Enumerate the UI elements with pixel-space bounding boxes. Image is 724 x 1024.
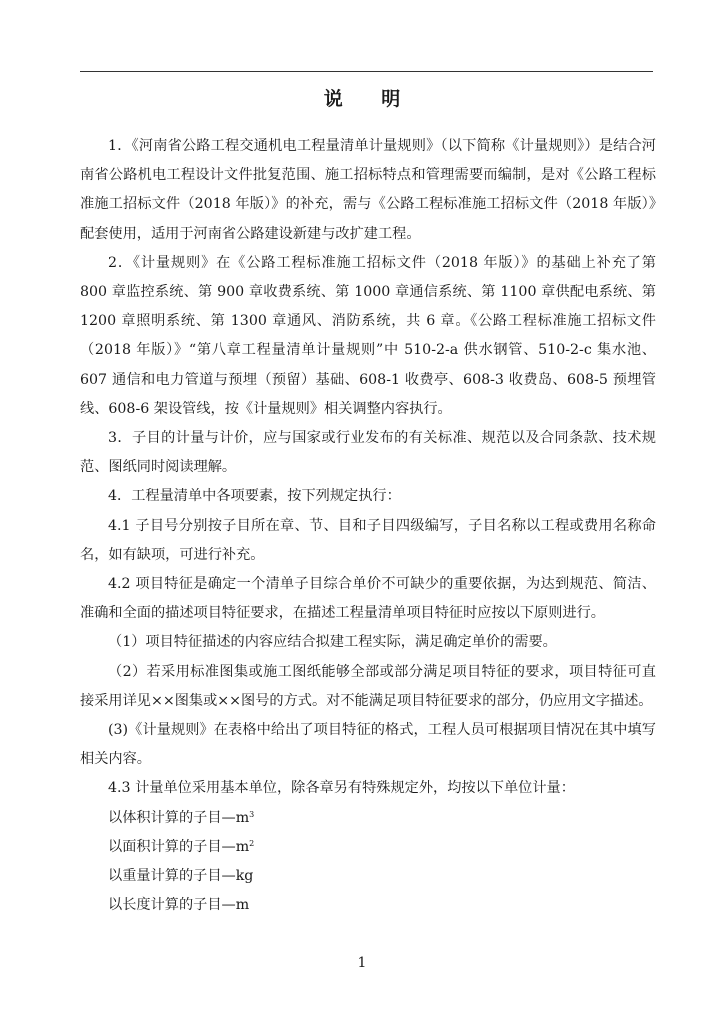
paragraph-4-1: 4.1 子目号分别按子目所在章、节、目和子目四级编写，子目名称以工程或费用名称命名，如有缺项，可进行补充。 bbox=[80, 517, 656, 563]
paragraph-item-3: (3)《计量规则》在表格中给出了项目特征的格式，工程人员可根据项目情况在其中填写相关内容。 bbox=[80, 722, 656, 768]
paragraph-item-1: （1）项目特征描述的内容应结合拟建工程实际，满足确定单价的需要。 bbox=[108, 634, 557, 651]
unit-label: 以面积计算的子目— bbox=[108, 838, 236, 855]
unit-symbol: kg bbox=[235, 868, 254, 885]
paragraph-1: 1．《河南省公路工程交通机电工程量清单计量规则》（以下简称《计量规则》）是结合河南省公路机电工程设计文件批复范围、施工招标特点和管理需要而编制，是对《公路工程标准施工招标文件（2018 年版）》的补充，需与《公路工程标准施工招标文件（2018 年版）》配套使用，适用于河南省公路建设新建与改扩建工程。 bbox=[80, 138, 656, 242]
unit-exponent: 2 bbox=[249, 838, 255, 848]
paragraph-3: 3．子目的计量与计价，应与国家或行业发布的有关标准、规范以及合同条款、技术规范、图纸同时阅读理解。 bbox=[80, 430, 656, 476]
paragraph-4-3: 4.3 计量单位采用基本单位，除各章另有特殊规定外，均按以下单位计量： bbox=[108, 780, 575, 797]
page-title: 说 明 bbox=[323, 88, 417, 110]
header-rule bbox=[80, 71, 653, 72]
unit-line-length bbox=[80, 891, 656, 920]
paragraph-4: 4．工程量清单中各项要素，按下列规定执行： bbox=[108, 488, 401, 505]
unit-label: 以重量计算的子目— bbox=[108, 868, 236, 885]
document-body bbox=[80, 132, 656, 920]
unit-symbol: m bbox=[235, 838, 250, 855]
unit-line-volume bbox=[80, 804, 656, 833]
paragraph-4-2: 4.2 项目特征是确定一个清单子目综合单价不可缺少的重要依据，为达到规范、简洁、准确和全面的描述项目特征要求，在描述工程量清单项目特征时应按以下原则进行。 bbox=[80, 576, 656, 622]
unit-line-area bbox=[80, 833, 656, 862]
paragraph-2: 2．《计量规则》在《公路工程标准施工招标文件（2018 年版）》的基础上补充了第 800 章监控系统、第 900 章收费系统、第 1000 章通信系统、第 1100 章供配电系统、第 1200 章照明系统、第 1300 章通风、消防系统，共 6 章。《公路工程标准施工招标文件（2018 年版）》“第八章工程量清单计量规则”中 510-2-a 供水钢管、510-2-c 集水池、607 通信和电力管道与预埋（预留）基础、608-1 收费亭、608-3 收费岛、608-5 预埋管线、608-6 架设管线，按《计量规则》相关调整内容执行。 bbox=[80, 254, 656, 417]
paragraph-item-2: （2）若采用标准图集或施工图纸能够全部或部分满足项目特征的要求，项目特征可直接采用详见××图集或××图号的方式。对不能满足项目特征要求的部分，仍应用文字描述。 bbox=[80, 663, 656, 709]
unit-symbol: m bbox=[235, 809, 250, 826]
page-number: 1 bbox=[357, 955, 367, 971]
unit-symbol: m bbox=[235, 897, 250, 914]
unit-label: 以体积计算的子目— bbox=[108, 809, 236, 826]
unit-line-weight bbox=[80, 862, 656, 891]
unit-exponent: 3 bbox=[249, 809, 255, 819]
unit-label: 以长度计算的子目— bbox=[108, 897, 236, 914]
